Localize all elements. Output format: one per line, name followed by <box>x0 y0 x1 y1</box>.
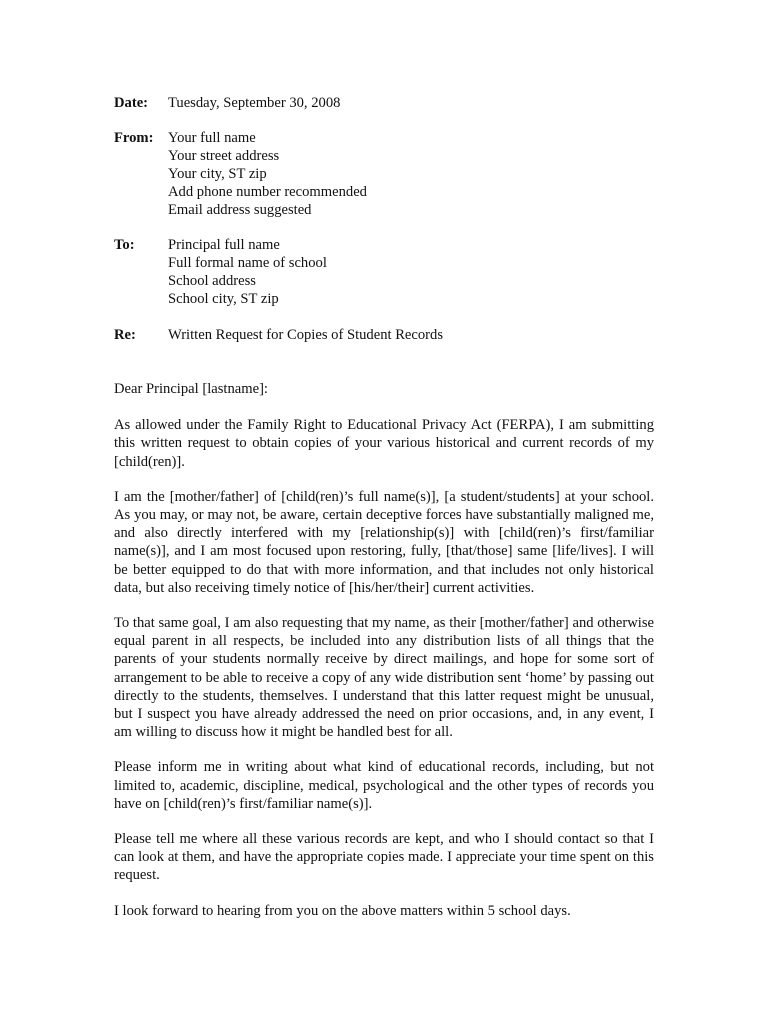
date-row <box>114 94 674 112</box>
salutation: Dear Principal [lastname]: <box>114 381 268 397</box>
date-value: Tuesday, September 30, 2008 <box>168 95 341 111</box>
to-line: School city, ST zip <box>168 291 279 307</box>
date-label: Date: <box>114 95 149 111</box>
re-row <box>114 326 674 344</box>
paragraph-records-types: Please inform me in writing about what kind of educational records, including, but not limited to, academic, discipline, medical, psychological and the other types of records you have on [child(ren)’s first/familiar name(s)]. <box>114 759 654 812</box>
from-line: Your city, ST zip <box>168 166 267 182</box>
from-line: Add phone number recommended <box>168 184 367 200</box>
paragraph-parent-background: I am the [mother/father] of [child(ren)’s full name(s)], [a student/students] at your school. As you may, or may not, be aware, certain deceptive forces have substantially maligned me, and also directly interfered with my [relationship(s)] with [child(ren)’s first/familiar name(s)], and I am most focused upon restoring, fully, [that/those] same [life/lives]. I will be better equipped to do that with more information, and that includes not only historical data, but also receiving timely notice of [his/her/their] current activities. <box>114 488 654 596</box>
letter-body <box>114 380 654 937</box>
to-line: School address <box>168 273 256 289</box>
re-label: Re: <box>114 327 136 343</box>
to-block <box>114 236 674 308</box>
re-value: Written Request for Copies of Student Records <box>168 327 444 343</box>
to-line: Principal full name <box>168 237 280 253</box>
from-block <box>114 129 674 219</box>
from-line: Your street address <box>168 148 280 164</box>
paragraph-records-location: Please tell me where all these various records are kept, and who I should contact so that I can look at them, and have the appropriate copies made. I appreciate your time spent on this request. <box>114 831 654 884</box>
paragraph-closing: I look forward to hearing from you on the above matters within 5 school days. <box>114 902 571 919</box>
from-line: Email address suggested <box>168 202 312 218</box>
paragraph-ferpa-request: As allowed under the Family Right to Educational Privacy Act (FERPA), I am submitting this written request to obtain copies of your various historical and current records of my [child(ren)]. <box>114 417 654 470</box>
from-label: From: <box>114 130 154 146</box>
paragraph-distribution-lists: To that same goal, I am also requesting that my name, as their [mother/father] and otherwise equal parent in all respects, be included into any distribution lists of all things that the parents of your students normally receive by direct mailings, and hope for some sort of arrangement to be able to receive a copy of any wide distribution sent ‘home’ by passing out directly to the students, themselves. I understand that this latter request might be unusual, but I suspect you have already addressed the need on prior occasions, and, in any event, I am willing to discuss how it might be handled best for all. <box>114 615 654 741</box>
to-line: Full formal name of school <box>168 255 327 271</box>
to-label: To: <box>114 237 135 253</box>
from-line: Your full name <box>168 130 256 146</box>
